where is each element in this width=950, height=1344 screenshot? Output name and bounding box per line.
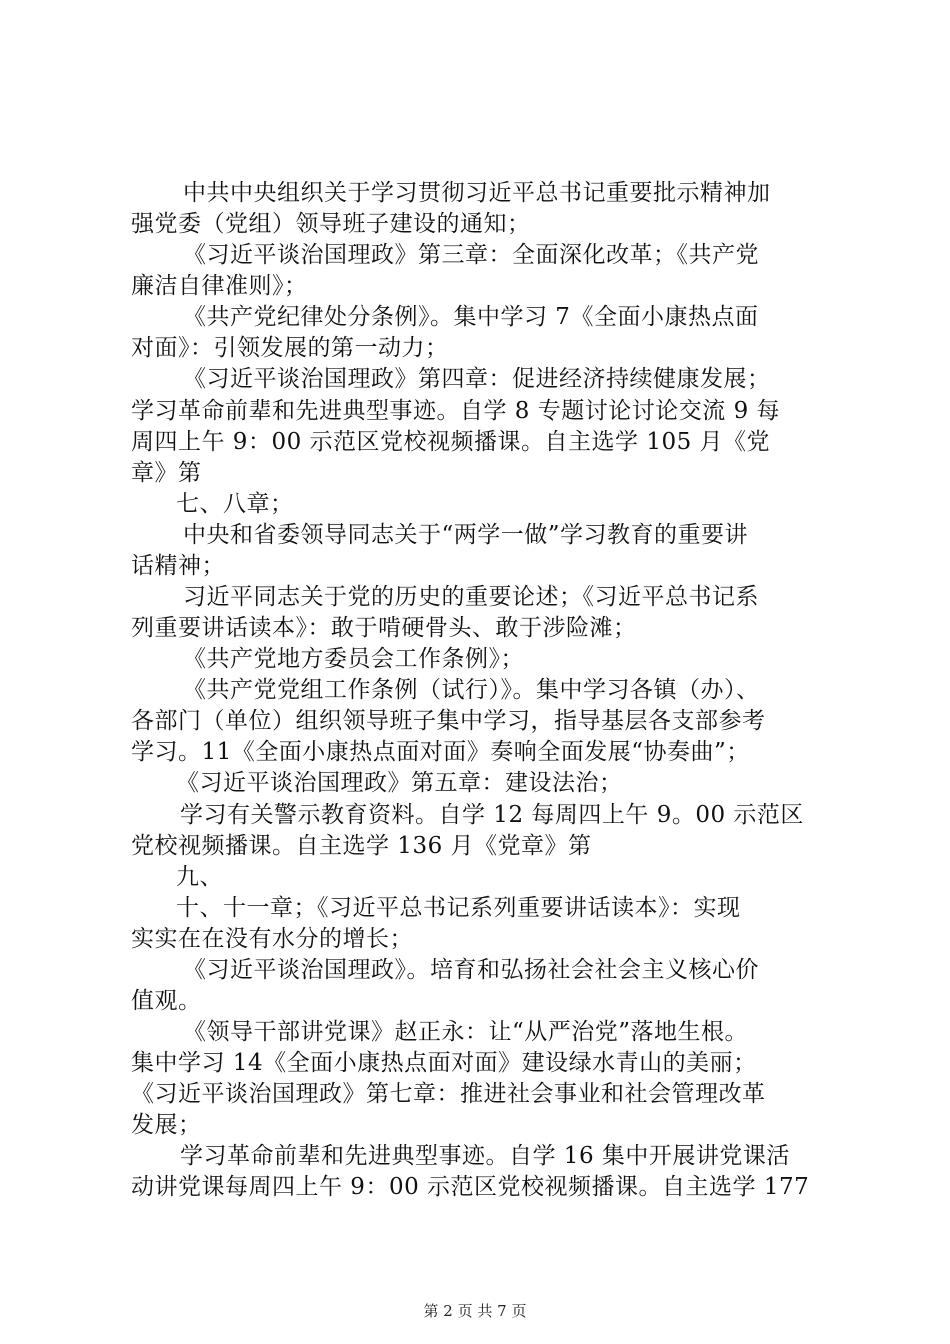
text-line: 《习近平谈治国理政》第七章：推进社会事业和社会管理改革 (131, 1081, 766, 1107)
text-line: 廉洁自律准则》； (131, 273, 308, 299)
text-line: 十、十一章；《习近平总书记系列重要讲话读本》：实现 (176, 895, 741, 921)
text-line: 《习近平谈治国理政》第五章：建设法治； (176, 770, 623, 796)
text-line: 《共产党地方委员会工作条例》； (183, 646, 524, 672)
text-line: 强党委（党组）领导班子建设的通知； (131, 211, 531, 237)
text-line: 学习革命前辈和先进典型事迹。自学 16 集中开展讲党课活 (180, 1143, 790, 1169)
text-line: 《习近平谈治国理政》第四章：促进经济持续健康发展； (183, 366, 771, 392)
text-line: 发展； (131, 1112, 202, 1138)
text-line: 《习近平谈治国理政》第三章：全面深化改革；《共产党 (183, 242, 759, 268)
text-line: 学习革命前辈和先进典型事迹。自学 8 专题讨论讨论交流 9 每 (131, 398, 781, 424)
text-line: 各部门（单位）组织领导班子集中学习，指导基层各支部参考 (131, 708, 766, 734)
text-line: 中共中央组织关于学习贯彻习近平总书记重要批示精神加 (183, 180, 771, 206)
text-line: 中央和省委领导同志关于“两学一做”学习教育的重要讲 (183, 522, 749, 548)
text-line: 动讲党课每周四上午 9：00 示范区党校视频播课。自主选学 177 (131, 1174, 810, 1200)
text-line: 实实在在没有水分的增长； (131, 926, 413, 952)
text-line: 列重要讲话读本》：敢于啃硬骨头、敢于涉险滩； (131, 615, 637, 641)
text-line: 党校视频播课。自主选学 136 月《党章》第 (131, 833, 592, 859)
text-line: 九、 (176, 864, 223, 890)
text-line: 学习有关警示教育资料。自学 12 每周四上午 9。00 示范区 (180, 802, 804, 828)
page-footer: 第 2 页 共 7 页 (423, 1302, 527, 1320)
text-line: 七、八章； (176, 491, 294, 517)
text-line: 对面》：引领发展的第一动力； (131, 335, 449, 361)
text-line: 话精神； (131, 553, 225, 579)
text-line: 周四上午 9：00 示范区党校视频播课。自主选学 105 月《党 (131, 429, 771, 455)
text-line: 习近平同志关于党的历史的重要论述；《习近平总书记系 (183, 584, 759, 610)
text-line: 《习近平谈治国理政》。培育和弘扬社会社会主义核心价 (183, 957, 759, 983)
text-line: 《领导干部讲党课》赵正永：让“从严治党”落地生根。 (183, 1019, 749, 1045)
text-line: 《共产党纪律处分条例》。集中学习 7《全面小康热点面 (183, 304, 759, 330)
text-line: 值观。 (131, 988, 202, 1014)
text-line: 集中学习 14《全面小康热点面对面》建设绿水青山的美丽； (131, 1050, 757, 1076)
text-line: 学习。11《全面小康热点面对面》奏响全面发展“协奏曲”； (131, 739, 750, 765)
text-line: 章》第 (131, 460, 202, 486)
text-line: 《共产党党组工作条例（试行）》。集中学习各镇（办）、 (183, 677, 760, 703)
